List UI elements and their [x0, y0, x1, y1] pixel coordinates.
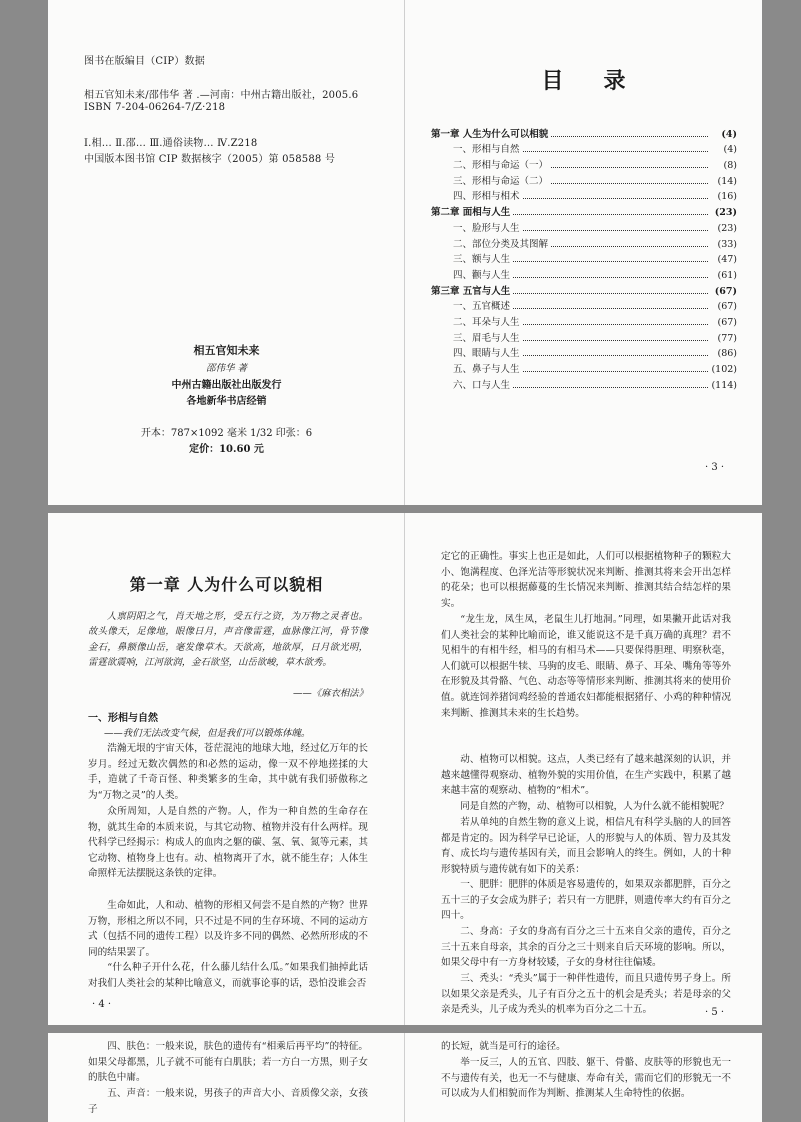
body-paragraph: 二、身高：子女的身高有百分之三十五来自父亲的遗传，百分之三十五来自母亲，其余的百分之三十则来自后天环境的影响。所以，如果父母中有一方身材较矮，子女的身材往往偏矮。	[441, 926, 731, 969]
toc-entry-page: (77)	[717, 332, 737, 344]
toc-leader-dots	[523, 198, 708, 199]
toc-leader-dots	[523, 324, 708, 325]
body-paragraph: 定它的正确性。事实上也正是如此，人们可以根据植物种子的颗粒大小、饱满程度、色泽光洁等形貌状况来判断、推测其将来会开出怎样的花朵；也可以根据藤蔓的生长情况来判断、推测其结合结怎样的果实。	[441, 551, 731, 609]
toc-leader-dots	[513, 308, 708, 309]
toc-entry-label: 六、口与人生	[453, 379, 511, 391]
body-paragraph: 四、肤色：一般来说，肤色的遗传有“相乘后再平均”的特征。如果父母都黑，儿子就不可能有白肌肤；若一方白一方黑，则子女的肤色中庸。	[88, 1041, 368, 1084]
toc-entry-label: 四、颧与人生	[453, 269, 511, 281]
cip-record-line: 相五官知未来/邵伟华 著 .—河南：中州古籍出版社，2005.6	[84, 90, 359, 101]
epigraph-quote: 人禀阴阳之气，肖天地之形，受五行之资，为万物之灵者也。故头像天，足像地，眼像日月，声音像雷霆，血脉像江河，骨节像金石，鼻额像山岳，毫发像草木。天欲高，地欲厚，日月欲光明，雷霆欲震响，江河欲润，金石欲坚，山岳欲峻，草木欲秀。	[88, 611, 368, 669]
toc-section-row[interactable]	[431, 265, 737, 281]
toc-entry-page: (67)	[717, 301, 737, 313]
imprint-author: 邵伟华 著	[205, 363, 248, 374]
body-paragraph: 若从单纯的自然生物的意义上说，相信凡有科学头脑的人的回答都是肯定的。因为科学早已论证，人的形貌与人的体质、智力及其发育、成长均与遗传基因有关，而且会影响人的终生。例如，人的十种形貌特质与遗传就有如下的关系：	[441, 817, 731, 875]
toc-leader-dots	[513, 277, 708, 278]
toc-entry-page: (4)	[723, 144, 737, 156]
toc-entry-label: 三、形相与命运（二）	[453, 175, 549, 187]
cip-page	[48, 0, 405, 505]
toc-section-row[interactable]	[431, 155, 737, 171]
body-paragraph: 五、声音：一般来说，男孩子的声音大小、音质像父亲，女孩子	[88, 1088, 368, 1115]
toc-entry-page: (114)	[711, 379, 737, 391]
body-paragraph: 浩瀚无垠的宇宙天体，苍茫混沌的地球大地，经过亿万年的长岁月。经过无数次偶然的和必然的运动，像一双不停地搓揉的大手，造就了千奇百怪、种类繁多的生命，其中就有我们骄傲称之为“万物之灵”的人类。	[88, 743, 368, 801]
toc-entry-label: 四、形相与相术	[453, 191, 520, 203]
toc-page	[405, 0, 762, 505]
toc-entry-label: 第二章 面相与人生	[431, 207, 511, 219]
body-paragraph: 一、肥胖：肥胖的体质是容易遗传的，如果双亲都肥胖，百分之五十三的子女会成为胖子；若只有一方肥胖，则遗传率大约有百分之四十。	[441, 879, 731, 922]
page-5	[405, 513, 762, 1025]
toc-section-row[interactable]	[431, 297, 737, 313]
epigraph-attribution: ——《麻衣相法》	[292, 688, 368, 699]
toc-entry-label: 三、额与人生	[453, 254, 511, 266]
toc-section-row[interactable]	[431, 344, 737, 360]
toc-entry-label: 五、鼻子与人生	[453, 364, 520, 375]
page-number: · 3 ·	[705, 462, 725, 473]
toc-section-row[interactable]	[431, 218, 737, 234]
toc-entry-page: (23)	[717, 222, 737, 234]
toc-entry-page: (16)	[717, 191, 737, 203]
toc-leader-dots	[513, 293, 708, 294]
body-paragraph: 动、植物可以相貌。这点，人类已经有了越来越深刻的认识，并越来越懂得观察动、植物外貌的实用价值，在生产实践中，积累了越来越丰富的观察动、植物的“相术”。	[441, 754, 731, 797]
toc-leader-dots	[551, 167, 708, 168]
toc-title: 目录	[541, 68, 666, 94]
toc-leader-dots	[551, 246, 708, 247]
toc-leader-dots	[523, 340, 708, 341]
page-number: · 5 ·	[705, 1007, 725, 1018]
toc-entry-page: (86)	[717, 348, 737, 360]
toc-section-row[interactable]	[431, 250, 737, 266]
toc-leader-dots	[513, 387, 708, 388]
toc-section-row[interactable]	[431, 375, 737, 391]
toc-entry-page: (102)	[711, 364, 737, 375]
body-paragraph: 的长短，就当是可行的途径。	[441, 1041, 566, 1052]
toc-section-row[interactable]	[431, 140, 737, 156]
toc-entry-page: (67)	[714, 285, 737, 297]
toc-list	[431, 124, 737, 391]
toc-entry-label: 一、形相与自然	[453, 144, 520, 156]
body-paragraph: 举一反三，人的五官、四肢、躯干、骨骼、皮肤等的形貌也无一不与遗传有关，也无一不与健康、寿命有关，需而它们的形貌无一不可以成为人们相貌而作为判断、推测某人生命特性的依据。	[441, 1057, 731, 1100]
toc-section-row[interactable]	[431, 312, 737, 328]
page-number: · 4 ·	[92, 999, 112, 1010]
spread-cip-toc	[48, 0, 762, 505]
toc-entry-label: 第三章 五官与人生	[431, 285, 511, 297]
toc-entry-label: 一、五官概述	[453, 301, 511, 313]
section-title: 一、形相与自然	[88, 713, 158, 724]
toc-chapter-row[interactable]	[431, 281, 737, 297]
toc-leader-dots	[551, 183, 708, 184]
cip-header: 图书在版编目（CIP）数据	[84, 56, 205, 67]
body-paragraph: 众所周知，人是自然的产物。人，作为一种自然的生命存在物，就其生命的本质来说，与其它动物、植物并没有什么两样。现代科学已经揭示：构成人的血肉之躯的碳、氢、氧、氮等元素，其它动物、植物身上也有。动、植物离开了水，就不能生存；人体生命照样无法摆脱这条铁的定律。	[88, 806, 368, 880]
imprint-price: 定价：10.60 元	[189, 444, 264, 455]
toc-entry-page: (14)	[717, 175, 737, 187]
toc-leader-dots	[513, 261, 708, 262]
section-subtitle: ——我们无法改变气候，但是我们可以锻炼体魄。	[104, 728, 311, 739]
toc-section-row[interactable]	[431, 328, 737, 344]
toc-leader-dots	[513, 214, 708, 215]
toc-entry-page: (47)	[717, 254, 737, 266]
toc-leader-dots	[523, 230, 708, 231]
body-paragraph: 同是自然的产物，动、植物可以相貌，人为什么就不能相貌呢？	[460, 801, 729, 812]
toc-entry-page: (23)	[714, 207, 737, 219]
toc-leader-dots	[523, 371, 708, 372]
body-paragraph: “什么种子开什么花，什么藤儿结什么瓜。”如果我们抽掉此话对我们人类社会的某种比喻意义，而就事论事的话，恐怕没谁会否	[88, 962, 368, 989]
cip-isbn: ISBN 7-204-06264-7/Z·218	[84, 102, 226, 113]
toc-entry-label: 二、耳朵与人生	[453, 316, 520, 328]
imprint-distributor: 各地新华书店经销	[186, 396, 267, 407]
toc-entry-label: 二、形相与命运（一）	[453, 160, 549, 172]
toc-leader-dots	[551, 136, 708, 137]
toc-chapter-row[interactable]	[431, 124, 737, 140]
toc-entry-page: (8)	[723, 160, 737, 172]
toc-entry-page: (61)	[717, 269, 737, 281]
toc-leader-dots	[523, 151, 708, 152]
toc-section-row[interactable]	[431, 359, 737, 375]
toc-section-row[interactable]	[431, 171, 737, 187]
imprint-specs: 开本：787×1092 毫米 1/32 印张：6	[140, 428, 313, 439]
chapter-title: 第一章 人为什么可以貌相	[129, 575, 324, 594]
toc-entry-label: 一、脸形与人生	[453, 222, 520, 234]
toc-entry-page: (4)	[721, 128, 737, 140]
page-4	[48, 513, 405, 1025]
toc-leader-dots	[523, 355, 708, 356]
toc-entry-label: 二、部位分类及其图解	[453, 238, 549, 250]
toc-entry-page: (67)	[717, 316, 737, 328]
body-paragraph: “龙生龙，凤生凤，老鼠生儿打地洞。”同理，如果撇开此话对我们人类社会的某种比喻而论，谁又能说这不是千真万确的真理？君不见相牛的有相牛经，相马的有相马术——只要保得胆理、明察秋毫，人们就可以根据牛犊、马驹的皮毛、眼睛、鼻子、耳朵、嘴角等等外在形貌及其骨骼、气色、动态等等情形来判断、推测其将来的使用价值。就连饲养猪饲鸡经验的普通农妇都能根据猪仔、小鸡的种种情况来判断、推测其未来的生长趋势。	[441, 614, 731, 719]
spread-pages-4-5	[48, 513, 762, 1025]
toc-entry-label: 第一章 人生为什么可以相貌	[431, 128, 549, 140]
imprint-publisher: 中州古籍出版社出版发行	[171, 380, 282, 391]
toc-entry-label: 三、眉毛与人生	[453, 332, 520, 344]
imprint-book-title: 相五官知未来	[193, 344, 260, 357]
body-paragraph: 三、秃头：“秃头”属于一种伴性遗传，而且只遗传男子身上。所以如果父亲是秃头，儿子有百分之五十的机会是秃头；若是母亲的父亲是秃头，儿子成为秃头的机率为百分之二十五。	[441, 973, 731, 1016]
page-7	[405, 1033, 762, 1122]
toc-entry-label: 四、眼睛与人生	[453, 348, 520, 360]
spread-pages-6-7	[48, 1033, 762, 1122]
toc-section-row[interactable]	[431, 187, 737, 203]
toc-chapter-row[interactable]	[431, 202, 737, 218]
body-paragraph: 生命如此，人和动、植物的形相又何尝不是自然的产物？世界万物，形相之所以不同，只不过是不同的生存环境、不同的运动方式（包括不同的遗传工程）以及许多不同的偶然、必然所形成的不同的结果罢了。	[88, 900, 368, 958]
toc-section-row[interactable]	[431, 234, 737, 250]
cip-classification: Ⅰ.相… Ⅱ.邵… Ⅲ.通俗读物… Ⅳ.Z218	[84, 138, 258, 149]
page-6	[48, 1033, 405, 1122]
toc-entry-page: (33)	[717, 238, 737, 250]
cip-data-number: 中国版本图书馆 CIP 数据核字（2005）第 058588 号	[84, 154, 336, 165]
